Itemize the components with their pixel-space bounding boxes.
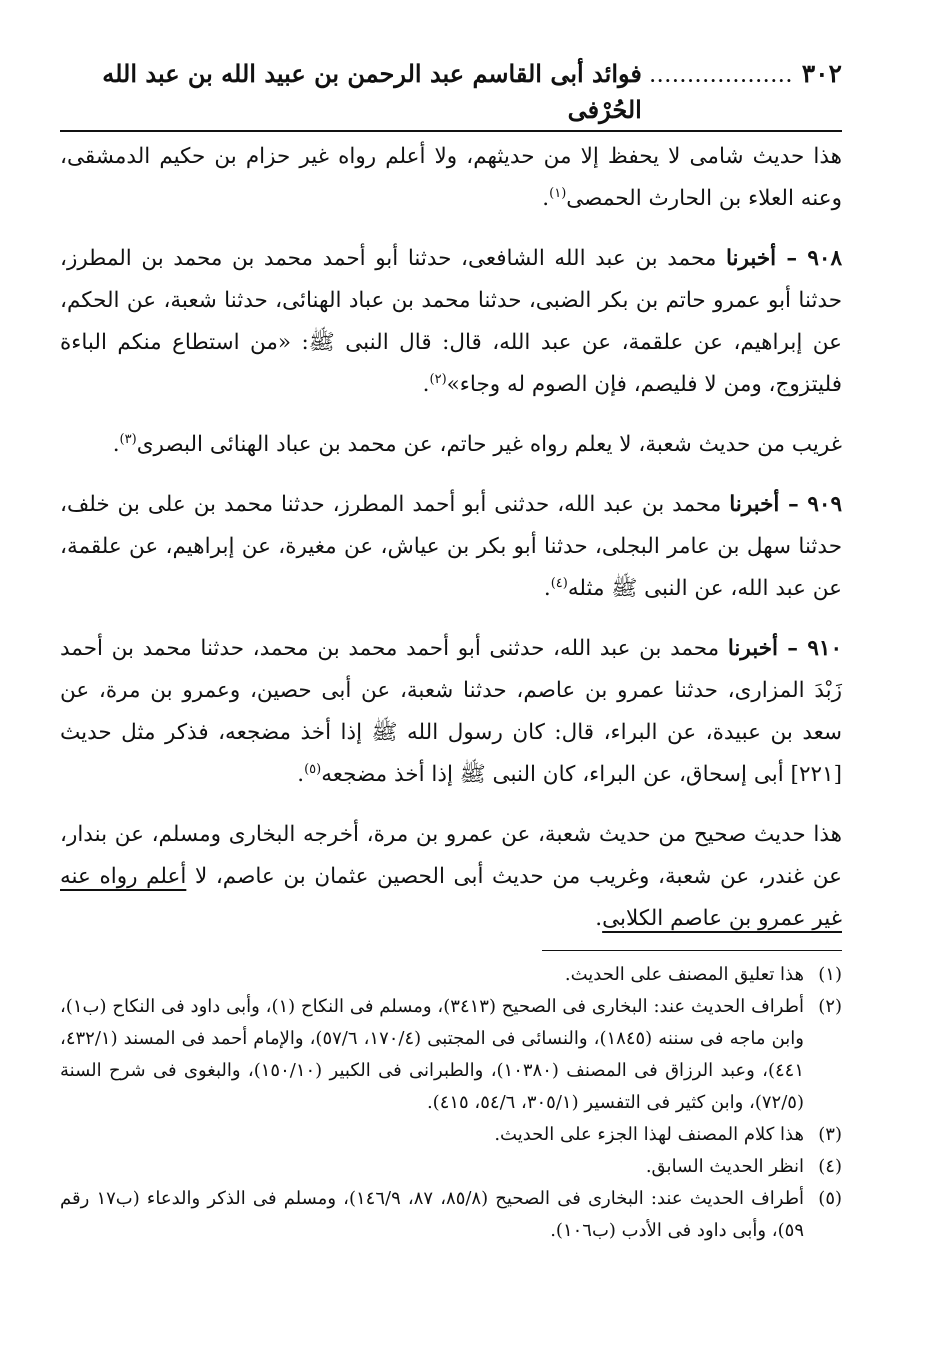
footnote: (٥)أطراف الحديث عند: البخارى فى الصحيح (٨٥/٨، ٨٧، ١٤٦/٩)، ومسلم فى الذكر والدعاء (ب١٧ رقم ٥٩)، وأبى داود فى الأدب (ب١٠٦).: [60, 1188, 843, 1241]
footnote-divider: [542, 950, 842, 951]
footnote-ref: (٢): [429, 371, 447, 387]
footnote: (٢)أطراف الحديث عند: البخارى فى الصحيح (٣٤١٣)، ومسلم فى النكاح (١)، وأبى داود فى النكاح (ب١)، وابن ماجه فى سننه (١٨٤٥)، والنسائى فى المجتبى (١٧٠/٤، ٥٧/٦)، والإمام أحمد فى المسند (٤٣٢/١، ٤٤١)، وعبد الرزاق فى المصنف (١٠٣٨٠)، والطبرانى فى الكبير (١٥٠/١٠)، والبغوى فى شرح السنة (٧٢/٥)، وابن كثير فى التفسير (٣٠٥/١، ٥٤/٦، ٤١٥).: [60, 996, 843, 1113]
hadith-number: ٩١٠ – أخبرنا: [727, 636, 842, 661]
footnote: (٤)انظر الحديث السابق.: [645, 1156, 842, 1177]
page-number: ٣٠٢: [801, 59, 842, 88]
main-text: [60, 136, 842, 940]
hadith-909: ٩٠٩ – أخبرنا محمد بن عبد الله، حدثنى أبو أحمد المطرز، حدثنا محمد بن على بن خلف، حدثنا سهل بن عامر البجلى، حدثنا أبو بكر بن عياش، عن مغيرة، عن إبراهيم، عن علقمة، عن عبد الله، عن النبى ﷺ مثله$^{(٤)}$.: [60, 492, 843, 601]
footnotes: [60, 959, 842, 1247]
footnote-ref: (١): [549, 185, 567, 201]
comment-910: هذا حديث صحيح من حديث شعبة، عن عمرو بن مرة، أخرجه البخارى ومسلم، عن بندار، عن غندر، عن شعبة، وغريب من حديث أبى الحصين عثمان بن عاصم، لا أعلم رواه عنه غير عمرو بن عاصم الكلابى.: [60, 822, 842, 931]
paragraph-intro: هذا حديث شامى لا يحفظ إلا من حديثهم، ولا أعلم رواه غير حزام بن حكيم الدمشقى، وعنه العلاء بن الحارث الحمصى$^{(١)}$.: [60, 144, 842, 211]
footnote-ref: (٣): [119, 431, 137, 447]
book-title: فوائد أبى القاسم عبد الرحمن بن عبيد الله بن عبد الله الحُرْفى: [102, 59, 642, 124]
hadith-number: ٩٠٨ – أخبرنا: [725, 246, 842, 271]
footnote-ref: (٤): [550, 575, 568, 591]
hadith-908: ٩٠٨ – أخبرنا محمد بن عبد الله الشافعى، حدثنا أبو أحمد محمد بن محمد بن المطرز، حدثنا أبو عمرو حاتم بن بكر الضبى، حدثنا محمد بن عباد الهنائى، حدثنا شعبة، عن الحكم، عن إبراهيم، عن علقمة، عن عبد الله، قال: قال النبى ﷺ: «من استطاع منكم الباءة فليتزوج، ومن لا فليصم، فإن الصوم له وجاء»$^{(٢)}$.: [60, 246, 842, 397]
comment-908: غريب من حديث شعبة، لا يعلم رواه غير حاتم، عن محمد بن عباد الهنائى البصرى$^{(٣)}$.: [112, 431, 842, 457]
footnote: (١)هذا تعليق المصنف على الحديث.: [564, 964, 842, 985]
header-dots: ...................: [649, 67, 794, 86]
hadith-910: ٩١٠ – أخبرنا محمد بن عبد الله، حدثنى أبو أحمد محمد بن محمد، حدثنا محمد بن أحمد زَبْدَ المزارى، حدثنا عمرو بن عاصم، حدثنا شعبة، عن أبى حصين، وعمرو بن مرة، عن سعد بن عبيدة، عن البراء، قال: كان رسول الله ﷺ إذا أخذ مضجعه، فذكر مثل حديث [٢٢١] أبى إسحاق، عن البراء، كان النبى ﷺ إذا أخذ مضجعه$^{(٥)}$.: [60, 636, 842, 787]
footnote: (٣)هذا كلام المصنف لهذا الجزء على الحديث.: [494, 1124, 842, 1145]
underlined-text: أعلم رواه عنه غير عمرو بن عاصم الكلابى: [60, 864, 842, 931]
footnote-ref: (٥): [304, 761, 322, 777]
book-page: [60, 56, 842, 1247]
running-header: [60, 56, 842, 132]
hadith-number: ٩٠٩ – أخبرنا: [729, 492, 843, 517]
